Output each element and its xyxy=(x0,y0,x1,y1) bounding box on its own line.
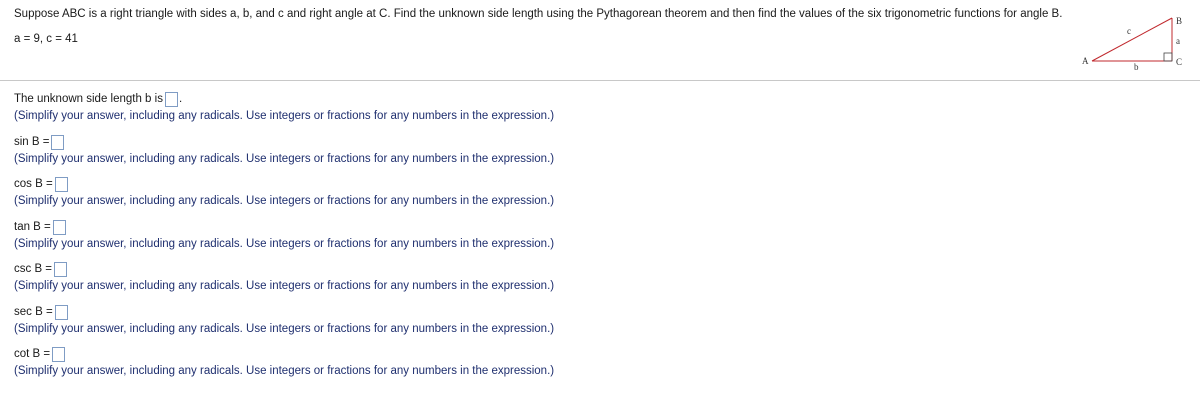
given-values: a = 9, c = 41 xyxy=(14,33,78,45)
answer-hint: (Simplify your answer, including any radicals. Use integers or fractions for any numbers in the expression.) xyxy=(14,153,555,165)
question-label: The unknown side length b is xyxy=(14,93,163,105)
question-tan-b xyxy=(14,219,554,250)
answer-hint: (Simplify your answer, including any radicals. Use integers or fractions for any numbers in the expression.) xyxy=(14,110,555,122)
question-cos-b xyxy=(14,176,554,207)
answer-hint: (Simplify your answer, including any radicals. Use integers or fractions for any numbers in the expression.) xyxy=(14,365,555,377)
answer-input-cot-b[interactable] xyxy=(52,347,65,362)
answer-hint: (Simplify your answer, including any radicals. Use integers or fractions for any numbers in the expression.) xyxy=(14,195,555,207)
question-label: cos B = xyxy=(14,178,53,190)
vertex-label-a: A xyxy=(1082,56,1089,66)
vertex-label-b: B xyxy=(1176,16,1183,26)
answer-input-sin-b[interactable] xyxy=(51,135,64,150)
answer-input-cos-b[interactable] xyxy=(55,177,68,192)
side-label-b: b xyxy=(1134,62,1139,72)
question-label: csc B = xyxy=(14,263,53,275)
side-label-c: c xyxy=(1127,26,1131,36)
question-label: tan B = xyxy=(14,221,51,233)
problem-statement: Suppose ABC is a right triangle with sides a, b, and c and right angle at C. Find the unknown side length using the Pythagorean theorem and then find the values of the six trigonometric functions for angle B. xyxy=(14,8,1063,20)
right-angle-marker xyxy=(1164,53,1172,61)
answer-input-sec-b[interactable] xyxy=(55,305,68,320)
vertex-label-c: C xyxy=(1176,57,1183,67)
answer-hint: (Simplify your answer, including any radicals. Use integers or fractions for any numbers in the expression.) xyxy=(14,238,555,250)
question-cot-b xyxy=(14,346,554,377)
answer-input-side-b[interactable] xyxy=(165,92,178,107)
question-suffix: . xyxy=(178,93,183,105)
answer-hint: (Simplify your answer, including any radicals. Use integers or fractions for any numbers in the expression.) xyxy=(14,280,555,292)
answer-input-csc-b[interactable] xyxy=(54,262,67,277)
question-label: sec B = xyxy=(14,306,53,318)
question-csc-b xyxy=(14,261,554,292)
side-label-a: a xyxy=(1176,36,1180,46)
right-triangle-figure xyxy=(1080,10,1190,72)
question-sin-b xyxy=(14,134,554,165)
question-sec-b xyxy=(14,304,554,335)
section-divider xyxy=(0,80,1200,81)
question-label: sin B = xyxy=(14,136,50,148)
answer-hint: (Simplify your answer, including any radicals. Use integers or fractions for any numbers in the expression.) xyxy=(14,323,555,335)
question-label: cot B = xyxy=(14,348,51,360)
answer-input-tan-b[interactable] xyxy=(53,220,66,235)
triangle-side-c xyxy=(1092,18,1172,61)
question-side-b xyxy=(14,91,554,122)
